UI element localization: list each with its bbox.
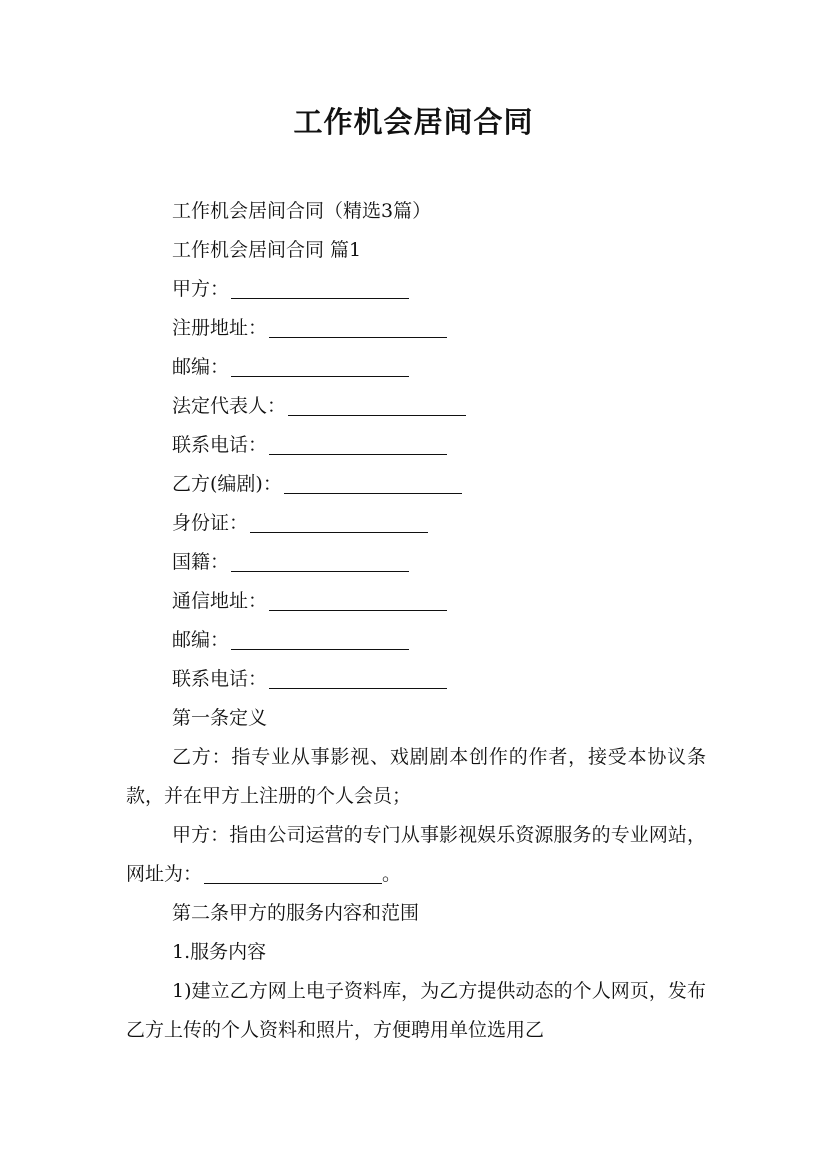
field-label: 联系电话： bbox=[172, 668, 268, 690]
blank-underline bbox=[231, 649, 409, 650]
blank-underline bbox=[204, 883, 382, 884]
blank-underline bbox=[250, 532, 428, 533]
field-label: 邮编： bbox=[172, 356, 230, 378]
paragraph-party-a-definition bbox=[126, 816, 706, 894]
field-label: 乙方(编剧)： bbox=[172, 473, 282, 495]
blank-underline bbox=[269, 610, 447, 611]
field-label: 法定代表人： bbox=[172, 395, 287, 417]
contract-part-title: 工作机会居间合同 篇1 bbox=[172, 239, 362, 261]
blank-underline bbox=[284, 493, 462, 494]
field-party-a bbox=[126, 270, 706, 309]
field-label: 通信地址： bbox=[172, 590, 268, 612]
document-body bbox=[126, 192, 706, 1050]
field-phone-b bbox=[126, 660, 706, 699]
field-postcode-b bbox=[126, 621, 706, 660]
field-label: 联系电话： bbox=[172, 434, 268, 456]
document-title: 工作机会居间合同 bbox=[293, 105, 534, 139]
contract-collection-title: 工作机会居间合同（精选3篇） bbox=[172, 200, 432, 222]
field-legal-representative bbox=[126, 387, 706, 426]
blank-underline bbox=[269, 454, 447, 455]
field-label: 注册地址： bbox=[172, 317, 268, 339]
section-heading-services: 第二条甲方的服务内容和范围 bbox=[172, 902, 420, 924]
section-heading-definitions: 第一条定义 bbox=[172, 707, 268, 729]
paragraph-end-mark: 。 bbox=[382, 863, 402, 885]
paragraph-text: 甲方：指由公司运营的专门从事影视娱乐资源服务的专业网站，网址为： bbox=[126, 824, 706, 885]
field-id-card bbox=[126, 504, 706, 543]
field-label: 甲方： bbox=[172, 278, 230, 300]
field-label: 邮编： bbox=[172, 629, 230, 651]
blank-underline bbox=[288, 415, 466, 416]
paragraph-party-b-definition: 乙方：指专业从事影视、戏剧剧本创作的作者，接受本协议条款，并在甲方上注册的个人会员； bbox=[126, 746, 706, 807]
blank-underline bbox=[231, 571, 409, 572]
field-party-b bbox=[126, 465, 706, 504]
field-label: 国籍： bbox=[172, 551, 230, 573]
blank-underline bbox=[231, 376, 409, 377]
field-postcode-a bbox=[126, 348, 706, 387]
field-label: 身份证： bbox=[172, 512, 249, 534]
paragraph-service-item-1: 1)建立乙方网上电子资料库，为乙方提供动态的个人网页，发布乙方上传的个人资料和照片，方便聘用单位选用乙 bbox=[126, 980, 706, 1041]
blank-underline bbox=[231, 298, 409, 299]
field-mailing-address bbox=[126, 582, 706, 621]
blank-underline bbox=[269, 337, 447, 338]
subheading-service-content: 1.服务内容 bbox=[172, 941, 267, 963]
blank-underline bbox=[269, 688, 447, 689]
field-phone-a bbox=[126, 426, 706, 465]
field-nationality bbox=[126, 543, 706, 582]
field-registered-address bbox=[126, 309, 706, 348]
